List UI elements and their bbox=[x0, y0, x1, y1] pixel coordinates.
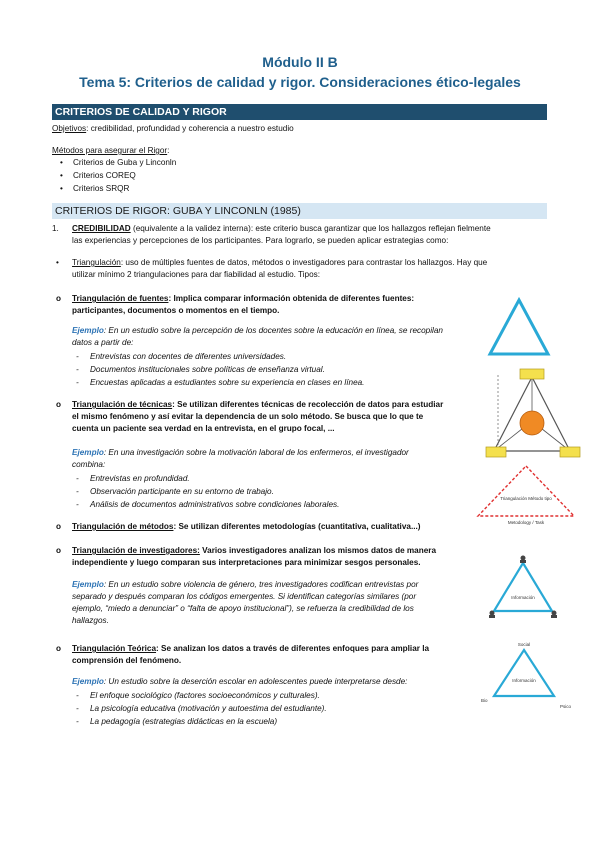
example-label: Ejemplo bbox=[72, 448, 104, 457]
list-item: - Documentos institucionales sobre políticas de enseñanza virtual. bbox=[76, 365, 325, 374]
triangle-shape bbox=[478, 466, 574, 516]
tecnicas-line3: cuenta un paciente sea verdad en la entrevista, en el grupo focal, ... bbox=[72, 424, 335, 433]
list-item-label: La psicología educativa (motivación y autoestima del estudiante). bbox=[90, 704, 327, 713]
investigadores-label: Triangulación de investigadores: bbox=[72, 546, 200, 555]
list-item-label: Observación participante en su entorno de trabajo. bbox=[90, 487, 274, 496]
method-item: • Criterios de Guba y Linconln bbox=[60, 158, 177, 167]
metodos-label: Triangulación de métodos bbox=[72, 522, 174, 531]
triangulation-line1 bbox=[72, 257, 487, 269]
list-item-label: La pedagogía (estrategias didácticas en la escuela) bbox=[90, 717, 278, 726]
triangle-figure-tecnicas bbox=[484, 365, 584, 465]
investigadores-example-line2: separado y después comparan los códigos emergentes. Si identifican categorías similares (por bbox=[72, 592, 417, 601]
credibility-number: 1. bbox=[52, 224, 59, 233]
teorica-bullet: o bbox=[56, 644, 62, 653]
list-item: - Entrevistas en profundidad. bbox=[76, 474, 190, 483]
list-item-label: Documentos institucionales sobre políticas de enseñanza virtual. bbox=[90, 365, 325, 374]
metodos-text: : Se utilizan diferentes metodologías (cuantitativa, cualitativa...) bbox=[173, 522, 421, 531]
fig5-right-label: Psico bbox=[560, 704, 572, 709]
triangle-figure-fuentes bbox=[486, 296, 552, 360]
credibility-label: CREDIBILIDAD bbox=[72, 224, 131, 233]
fig3-bottom-label: Metodology / Task bbox=[507, 520, 545, 525]
center-circle bbox=[520, 411, 544, 435]
triangle-shape bbox=[490, 300, 548, 354]
triangle-figure-investigadores bbox=[486, 553, 560, 623]
fig5-top-label: Social bbox=[517, 642, 531, 647]
triangulation-text: : uso de múltiples fuentes de datos, métodos o investigadores para contrastar los hallazgos. Hay que bbox=[120, 258, 488, 267]
metodos-bullet: o bbox=[56, 522, 62, 531]
example-label: Ejemplo bbox=[72, 580, 104, 589]
corner-box-left bbox=[486, 447, 506, 457]
tecnicas-example-line2: combina: bbox=[72, 460, 106, 469]
tecnicas-example-text: : En una investigación sobre la motivación laboral de los enfermeros, el investigador bbox=[103, 448, 409, 457]
teorica-example-text: : Un estudio sobre la deserción escolar en adolescentes puede interpretarse desde: bbox=[103, 677, 408, 686]
method-item-label: Criterios de Guba y Linconln bbox=[73, 158, 177, 167]
investigadores-bullet: o bbox=[56, 546, 62, 555]
investigadores-line1 bbox=[72, 545, 436, 557]
list-item: - Análisis de documentos administrativos sobre condiciones laborales. bbox=[76, 500, 340, 509]
person-icon bbox=[520, 556, 526, 564]
fuentes-example-line1 bbox=[72, 325, 443, 337]
fuentes-label: Triangulación de fuentes bbox=[72, 294, 169, 303]
teorica-line2: comprensión del fenómeno. bbox=[72, 656, 182, 665]
credibility-line1 bbox=[72, 223, 491, 235]
credibility-line2: las experiencias y percepciones de los participantes. Para lograrlo, se pueden aplicar estrategias como: bbox=[72, 236, 449, 245]
investigadores-example-text: : En un estudio sobre violencia de género, tres investigadores codifican entrevistas por bbox=[103, 580, 419, 589]
list-item: - La psicología educativa (motivación y autoestima del estudiante). bbox=[76, 704, 327, 713]
objectives-line bbox=[52, 123, 294, 135]
objectives-text: : credibilidad, profundidad y coherencia a nuestro estudio bbox=[86, 124, 294, 133]
triangulation-line2: utilizar mínimo 2 triangulaciones para dar fiabilidad al estudio. Tipos: bbox=[72, 270, 321, 279]
method-item-label: Criterios SRQR bbox=[73, 184, 130, 193]
methods-colon: : bbox=[167, 146, 170, 155]
method-item: • Criterios COREQ bbox=[60, 171, 136, 180]
teorica-example-line1 bbox=[72, 676, 407, 688]
teorica-text: : Se analizan los datos a través de diferentes enfoques para ampliar la bbox=[156, 644, 430, 653]
tecnicas-bullet: o bbox=[56, 400, 62, 409]
fig4-center-label: Información bbox=[511, 595, 535, 600]
list-item-label: El enfoque sociológico (factores socioeconómicos y culturales). bbox=[90, 691, 320, 700]
fig5-center-label: Información bbox=[512, 678, 536, 683]
corner-box-top bbox=[520, 369, 544, 379]
triangulation-label: Triangulación bbox=[72, 258, 121, 267]
list-item: - Entrevistas con docentes de diferentes universidades. bbox=[76, 352, 287, 361]
list-item: - Encuestas aplicadas a estudiantes sobre su experiencia en clases en línea. bbox=[76, 378, 365, 387]
example-label: Ejemplo bbox=[72, 326, 104, 335]
topic-title: Tema 5: Criterios de calidad y rigor. Consideraciones ético-legales bbox=[79, 74, 521, 90]
tecnicas-text: : Se utilizan diferentes técnicas de recolección de datos para estudiar bbox=[172, 400, 444, 409]
list-item-label: Entrevistas con docentes de diferentes universidades. bbox=[90, 352, 287, 361]
tecnicas-label: Triangulación de técnicas bbox=[72, 400, 173, 409]
list-item: - El enfoque sociológico (factores socioeconómicos y culturales). bbox=[76, 691, 320, 700]
fuentes-example-text: : En un estudio sobre la percepción de los docentes sobre la educación en línea, se recopilan bbox=[103, 326, 443, 335]
list-item-label: Encuestas aplicadas a estudiantes sobre su experiencia en clases en línea. bbox=[90, 378, 365, 387]
investigadores-text: Varios investigadores analizan los mismos datos de manera bbox=[199, 546, 437, 555]
investigadores-example-line4: hallazgos. bbox=[72, 616, 109, 625]
investigadores-line2: independiente y luego comparan sus interpretaciones para minimizar sesgos personales. bbox=[72, 558, 421, 567]
fig3-center-label: Triangulación Método tipo bbox=[500, 496, 552, 501]
methods-line bbox=[52, 145, 169, 157]
list-item: - La pedagogía (estrategias didácticas en la escuela) bbox=[76, 717, 278, 726]
method-item: • Criterios SRQR bbox=[60, 184, 130, 193]
section-banner-guba: CRITERIOS DE RIGOR: GUBA Y LINCONLN (1985) bbox=[52, 203, 547, 219]
tecnicas-line1 bbox=[72, 399, 443, 411]
list-item: - Observación participante en su entorno de trabajo. bbox=[76, 487, 274, 496]
teorica-line1 bbox=[72, 643, 429, 655]
fuentes-bullet: o bbox=[56, 294, 62, 303]
fuentes-line1 bbox=[72, 293, 414, 305]
fuentes-line2: participantes, documentos o momentos en el tiempo. bbox=[72, 306, 280, 315]
triangle-shape bbox=[494, 650, 554, 696]
triangle-figure-teorica bbox=[474, 638, 574, 712]
methods-label: Métodos para asegurar el Rigor bbox=[52, 146, 168, 155]
teorica-label: Triangulación Teórica bbox=[72, 644, 157, 653]
list-item-label: Análisis de documentos administrativos sobre condiciones laborales. bbox=[90, 500, 340, 509]
tecnicas-example-line1 bbox=[72, 447, 409, 459]
tecnicas-line2: el mismo fenómeno y así evitar la dependencia de un solo método. Se busca que lo que te bbox=[72, 412, 424, 421]
triangulation-bullet: • bbox=[56, 258, 59, 267]
fig5-left-label: Bio bbox=[481, 698, 488, 703]
triangle-shape bbox=[494, 563, 552, 611]
method-item-label: Criterios COREQ bbox=[73, 171, 136, 180]
fuentes-text: : Implica comparar información obtenida de diferentes fuentes: bbox=[168, 294, 415, 303]
section-banner-calidad: CRITERIOS DE CALIDAD Y RIGOR bbox=[52, 104, 547, 120]
triangle-figure-metodos bbox=[470, 462, 582, 528]
credibility-text: (equivalente a la validez interna): este criterio busca garantizar que los hallazgos reflejan fielmente bbox=[130, 224, 491, 233]
module-title: Módulo II B bbox=[262, 54, 338, 70]
example-label: Ejemplo bbox=[72, 677, 104, 686]
fuentes-example-line2: datos a partir de: bbox=[72, 338, 134, 347]
metodos-line bbox=[72, 521, 421, 533]
investigadores-example-line1 bbox=[72, 579, 418, 591]
investigadores-example-line3: ejemplo, “miedo a denunciar” o “falta de apoyo institucional”), se refuerza la credibilidad de los bbox=[72, 604, 414, 613]
objectives-label: Objetivos bbox=[52, 124, 87, 133]
corner-box-right bbox=[560, 447, 580, 457]
list-item-label: Entrevistas en profundidad. bbox=[90, 474, 190, 483]
